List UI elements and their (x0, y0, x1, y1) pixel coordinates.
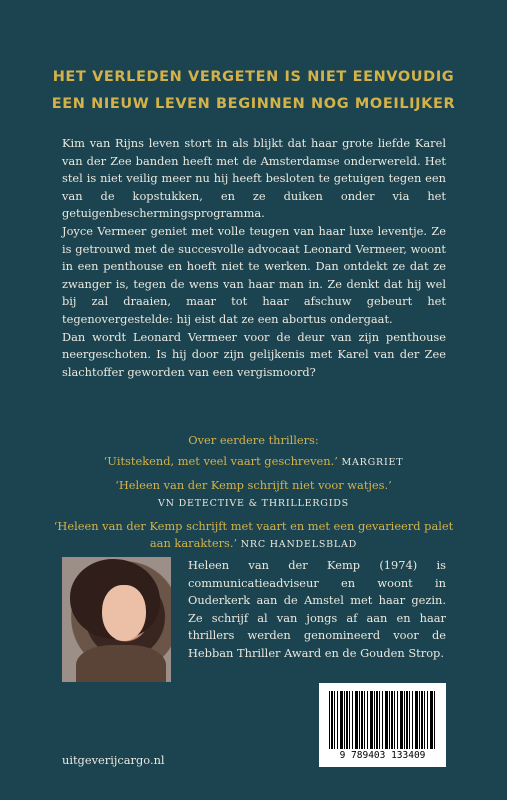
quote-source: MARGRIET (341, 457, 404, 468)
blurb-paragraph-2: Joyce Vermeer geniet met volle teugen van haar luxe leventje. Ze is getrouwd met de succesvolle advocaat Leonard Vermeer, woont in een penthouse en hoeft niet te werken. Dan ontdekt ze dat ze zwanger is, tegen de wens van haar man in. Ze denkt dat hij wel bij zal draaien, maar tot haar afschuw gebeurt het tegenovergestelde: hij eist dat ze een abortus ondergaat. (62, 223, 446, 326)
quote-2 (50, 477, 457, 512)
quote-source: NRC HANDELSBLAD (240, 539, 358, 550)
author-bio: Heleen van der Kemp (1974) is communicatieadviseur en woont in Ouderkerk aan de Amstel met haar gezin. Ze schrijf al van jongs af aan en haar thrillers werden genomineerd voor de Hebban Thriller Award en de Gouden Strop. (188, 558, 446, 660)
isbn-number: 9 789403 133409 (339, 750, 426, 761)
headline-line-2: EEN NIEUW LEVEN BEGINNEN NOG MOEILIJKER (51, 96, 456, 112)
blurb (62, 135, 446, 381)
blurb-paragraph-3: Dan wordt Leonard Vermeer voor de deur van zijn penthouse neergeschoten. Is hij door zijn gelijkenis met Karel van der Zee slachtoffer geworden van een vergismoord? (62, 329, 446, 379)
headline (0, 64, 507, 118)
quote-3 (50, 518, 457, 553)
quote-1 (50, 453, 457, 471)
barcode-icon (329, 691, 436, 749)
isbn-barcode (319, 683, 446, 767)
quote-text: ‘Uitstekend, met veel vaart geschreven.’ (103, 454, 338, 468)
quote-source: VN DETECTIVE & THRILLERGIDS (158, 498, 349, 509)
headline-line-1: HET VERLEDEN VERGETEN IS NIET EENVOUDIG (52, 69, 455, 85)
blurb-paragraph-1: Kim van Rijns leven stort in als blijkt dat haar grote liefde Karel van der Zee banden heeft met de Amsterdamse onderwereld. Het stel is niet veilig meer nu hij heeft besloten te getuigen tegen een van de kopstukken, en ze duiken onder via het getuigenbeschermingsprogramma. (62, 136, 446, 221)
quotes-intro: Over eerdere thrillers: (188, 433, 319, 447)
publisher-website: uitgeverijcargo.nl (62, 753, 165, 767)
review-quotes (50, 432, 457, 559)
quote-text: ‘Heleen van der Kemp schrijft niet voor watjes.’ (115, 478, 392, 492)
author-photo (62, 557, 171, 682)
quote-text: ‘Heleen van der Kemp schrijft met vaart en met een gevarieerd palet aan karakters.’ (53, 519, 454, 550)
